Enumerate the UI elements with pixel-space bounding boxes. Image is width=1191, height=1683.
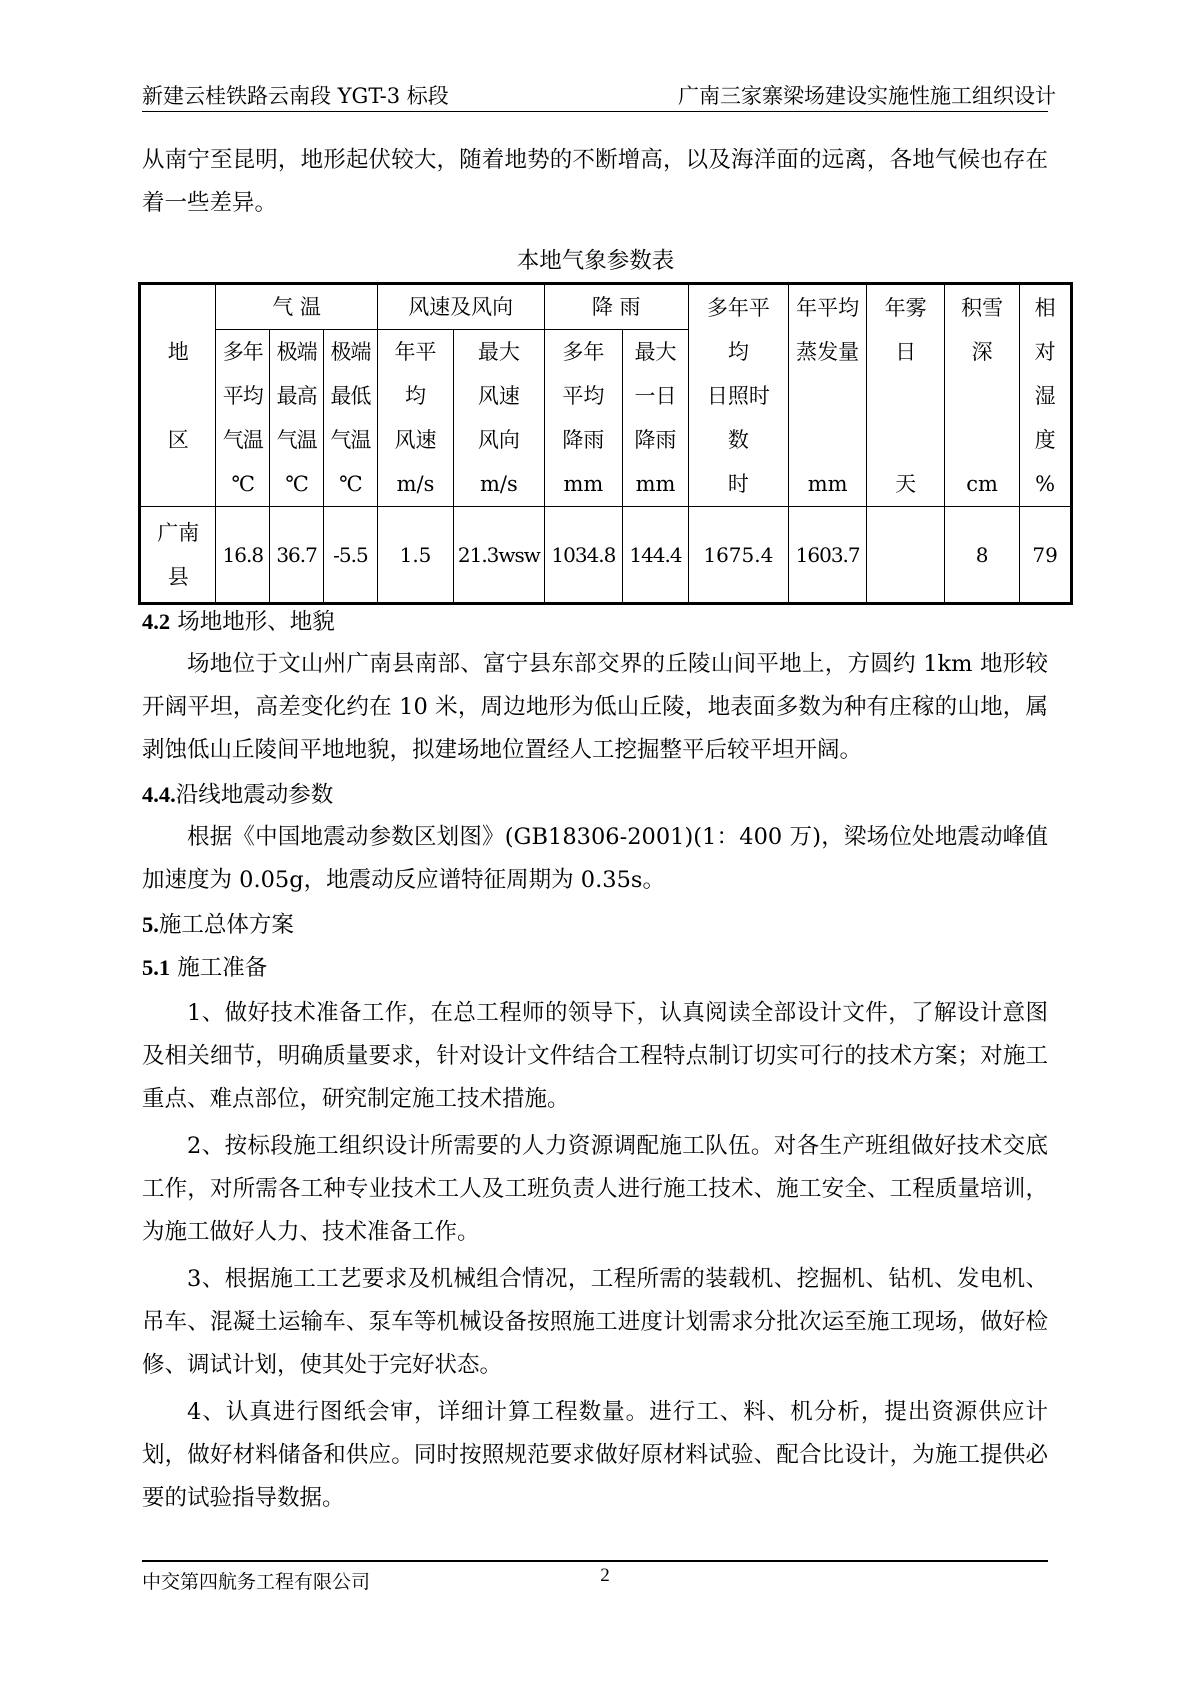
cell-rain-max: 144.4 xyxy=(623,507,689,604)
section-4-2-title: 场地地形、地貌 xyxy=(170,609,335,635)
sub-min-temp-header: 极端 最低 气温 ℃ xyxy=(324,330,378,507)
group-temperature-header: 气 温 xyxy=(216,284,377,330)
page-number: 2 xyxy=(600,1565,610,1586)
section-4-4-number: 4.4. xyxy=(142,782,176,807)
table-title: 本地气象参数表 xyxy=(516,248,675,274)
col-snow-header: 积雪 深 cm xyxy=(944,284,1019,507)
sub-wind-max-header: 最大 风速 风向 m/s xyxy=(454,330,544,507)
cell-snow: 8 xyxy=(944,507,1019,604)
cell-humidity: 79 xyxy=(1020,507,1072,604)
header-left: 新建云桂铁路云南段 YGT-3 标段 xyxy=(142,84,449,108)
col-fog-header: 年雾 日 天 xyxy=(867,284,944,507)
section-4-4-heading xyxy=(142,780,333,810)
weather-table xyxy=(138,282,1073,605)
table-row xyxy=(140,507,1072,604)
sub-max-temp-header: 极端 最高 气温 ℃ xyxy=(270,330,324,507)
sub-wind-avg-header: 年平 均 风速 m/s xyxy=(377,330,453,507)
section-4-4-title: 沿线地震动参数 xyxy=(175,782,334,808)
cell-max-temp: 36.7 xyxy=(270,507,324,604)
footer-divider xyxy=(142,1560,1048,1562)
section-4-4-body: 根据《中国地震动参数区划图》(GB18306-2001)(1：400 万)，梁场位处地震动峰值加速度为 0.05g，地震动反应谱特征周期为 0.35s。 xyxy=(142,824,1048,893)
header-right: 广南三家寨梁场建设实施性施工组织设计 xyxy=(678,84,1056,108)
section-4-2-heading xyxy=(142,607,335,637)
cell-region: 广南 县 xyxy=(140,507,216,604)
section-4-2-body: 场地位于文山州广南县南部、富宁县东部交界的丘陵山间平地上，方圆约 1km 地形较开阔平坦，高差变化约在 10 米，周边地形为低山丘陵，地表面多数为种有庄稼的山地，属剥蚀低山丘陵间平地地貌，拟建场地位置经人工挖掘整平后较平坦开阔。 xyxy=(142,651,1048,763)
cell-sunshine: 1675.4 xyxy=(688,507,788,604)
list-item: 4、认真进行图纸会审，详细计算工程数量。进行工、料、机分析，提出资源供应计划，做好材料储备和供应。同时按照规范要求做好原材料试验、配合比设计，为施工提供必要的试验指导数据。 xyxy=(142,1399,1048,1511)
section-4-2-number: 4.2 xyxy=(142,609,171,634)
col-evaporation-header: 年平均 蒸发量 mm xyxy=(788,284,867,507)
cell-evaporation: 1603.7 xyxy=(788,507,867,604)
list-item: 2、按标段施工组织设计所需要的人力资源调配施工队伍。对各生产班组做好技术交底工作，对所需各工种专业技术工人及工班负责人进行施工技术、施工安全、工程质量培训，为施工做好人力、技术准备工作。 xyxy=(142,1133,1048,1245)
list-item: 1、做好技术准备工作，在总工程师的领导下，认真阅读全部设计文件，了解设计意图及相关细节，明确质量要求，针对设计文件结合工程特点制订切实可行的技术方案；对施工重点、难点部位，研究制定施工技术措施。 xyxy=(142,1000,1048,1112)
col-region-header: 地 区 xyxy=(140,284,216,507)
cell-wind-max: 21.3wsw xyxy=(454,507,544,604)
cell-wind-avg: 1.5 xyxy=(377,507,453,604)
group-wind-header: 风速及风向 xyxy=(377,284,544,330)
section-5-title: 施工总体方案 xyxy=(158,912,294,938)
footer-company: 中交第四航务工程有限公司 xyxy=(142,1571,371,1593)
col-humidity-header: 相 对 湿 度 % xyxy=(1020,284,1072,507)
col-sunshine-header: 多年平 均 日照时 数 时 xyxy=(688,284,788,507)
group-rain-header: 降 雨 xyxy=(544,284,688,330)
cell-rain-avg: 1034.8 xyxy=(544,507,623,604)
sub-rain-avg-header: 多年 平均 降雨 mm xyxy=(544,330,623,507)
section-5-heading xyxy=(142,910,294,940)
cell-fog xyxy=(867,507,944,604)
sub-avg-temp-header: 多年 平均 气温 ℃ xyxy=(216,330,270,507)
sub-rain-max-header: 最大 一日 降雨 mm xyxy=(623,330,689,507)
section-5-1-heading xyxy=(142,953,267,983)
header-divider xyxy=(142,111,1048,112)
section-5-1-title: 施工准备 xyxy=(170,955,268,981)
cell-min-temp: -5.5 xyxy=(324,507,378,604)
list-item: 3、根据施工工艺要求及机械组合情况，工程所需的装载机、挖掘机、钻机、发电机、吊车、混凝土运输车、泵车等机械设备按照施工进度计划需求分批次运至施工现场，做好检修、调试计划，使其处于完好状态。 xyxy=(142,1266,1048,1378)
cell-avg-temp: 16.8 xyxy=(216,507,270,604)
section-5-number: 5. xyxy=(142,912,159,937)
intro-paragraph: 从南宁至昆明，地形起伏较大，随着地势的不断增高，以及海洋面的远离，各地气候也存在着一些差异。 xyxy=(142,147,1048,216)
section-5-1-number: 5.1 xyxy=(142,955,171,980)
